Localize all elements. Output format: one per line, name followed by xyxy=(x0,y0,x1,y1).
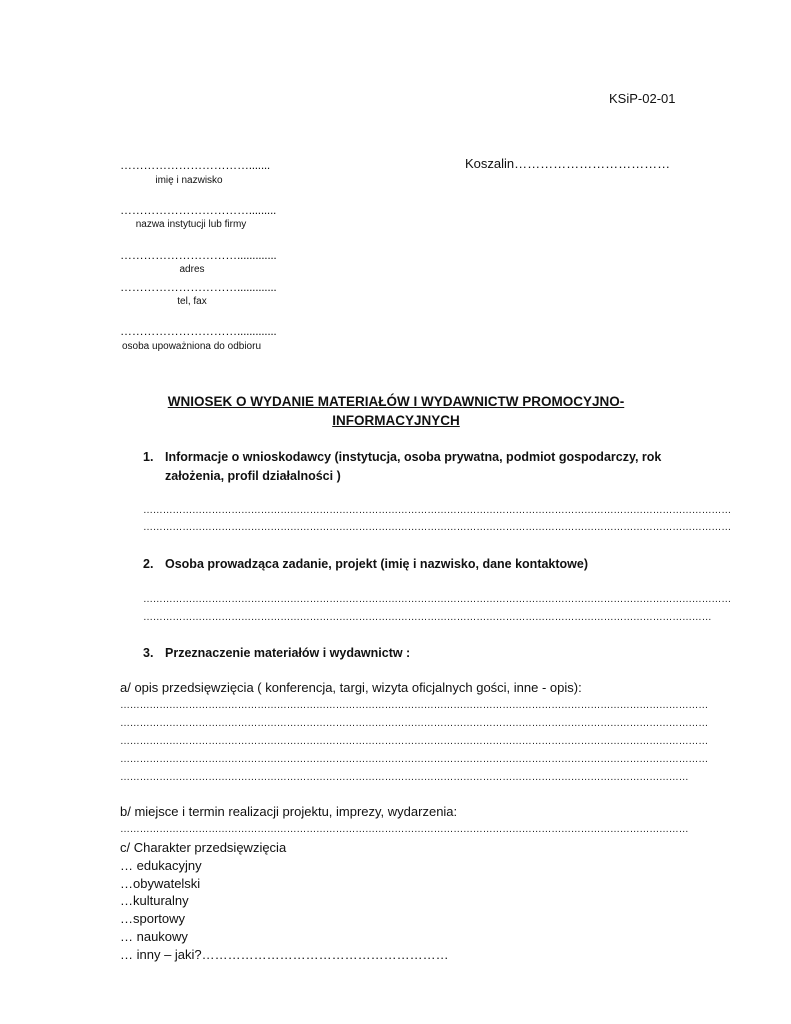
option-educational[interactable]: … edukacyjny xyxy=(120,858,202,873)
part-a-answer-line-3[interactable]: ……………………………………………………………………………………………………………………………………………………………… xyxy=(120,736,709,747)
authorized-person-caption: osoba upoważniona do odbioru xyxy=(122,341,261,352)
document-code: KSiP-02-01 xyxy=(609,91,676,106)
section-3-number: 3. xyxy=(143,646,154,660)
city-date-line[interactable]: Koszalin……………………………… xyxy=(465,156,671,171)
section-3 xyxy=(143,644,683,664)
name-field-line[interactable]: ……………………………....... xyxy=(120,158,270,172)
part-c-label: c/ Charakter przedsięwzięcia xyxy=(120,840,287,855)
part-a-answer-line-5[interactable]: ………………………………………………………………………………………………………………………………………………………… xyxy=(120,772,689,783)
institution-caption: nazwa instytucji lub firmy xyxy=(135,219,247,230)
phone-caption: tel, fax xyxy=(177,296,207,307)
part-a-label: a/ opis przedsięwzięcia ( konferencja, targi, wizyta oficjalnych gości, inne - opis): xyxy=(120,680,582,695)
section-1-answer-line-2[interactable]: ……………………………………………………………………………………………………………………………………………………………… xyxy=(143,522,732,533)
option-cultural[interactable]: …kulturalny xyxy=(120,893,189,908)
phone-field-line[interactable]: …………………………............. xyxy=(120,280,277,294)
section-2-answer-line-1[interactable]: ……………………………………………………………………………………………………………………………………………………………… xyxy=(143,594,732,605)
option-sports[interactable]: …sportowy xyxy=(120,911,186,926)
institution-field-line[interactable]: ……………………………......... xyxy=(120,203,277,217)
section-2-title: Osoba prowadząca zadanie, projekt (imię i nazwisko, dane kontaktowe) xyxy=(165,557,589,571)
address-field-line[interactable]: …………………………............. xyxy=(120,248,277,262)
section-1-answer-line-1[interactable]: ……………………………………………………………………………………………………………………………………………………………… xyxy=(143,505,732,516)
part-b-answer-line[interactable]: ………………………………………………………………………………………………………………………………………………………… xyxy=(120,824,689,835)
section-3-title: Przeznaczenie materiałów i wydawnictw : xyxy=(165,646,411,660)
option-civic[interactable]: …obywatelski xyxy=(120,876,201,891)
part-a-answer-line-1[interactable]: ……………………………………………………………………………………………………………………………………………………………… xyxy=(120,700,709,711)
part-a-answer-line-4[interactable]: ……………………………………………………………………………………………………………………………………………………………… xyxy=(120,754,709,765)
section-1 xyxy=(143,448,683,488)
section-2 xyxy=(143,555,683,575)
option-other[interactable]: … inny – jaki?………………………………………………… xyxy=(120,947,449,962)
part-a-answer-line-2[interactable]: ……………………………………………………………………………………………………………………………………………………………… xyxy=(120,718,709,729)
section-1-number: 1. xyxy=(143,450,154,464)
document-title: WNIOSEK O WYDANIE MATERIAŁÓW I WYDAWNICTW PROMOCYJNO-INFORMACYJNYCH xyxy=(167,394,625,428)
section-2-number: 2. xyxy=(143,557,154,571)
part-b-label: b/ miejsce i termin realizacji projektu, imprezy, wydarzenia: xyxy=(120,804,458,819)
section-2-answer-line-2[interactable]: ………………………………………………………………………………………………………………………………………………………… xyxy=(143,612,712,623)
name-caption: imię i nazwisko xyxy=(155,175,223,186)
address-caption: adres xyxy=(179,264,205,275)
section-1-title: Informacje o wnioskodawcy (instytucja, osoba prywatna, podmiot gospodarczy, rok założenia, profil działalności ) xyxy=(165,450,662,483)
option-scientific[interactable]: … naukowy xyxy=(120,929,188,944)
authorized-person-field-line[interactable]: …………………………............. xyxy=(120,324,277,338)
